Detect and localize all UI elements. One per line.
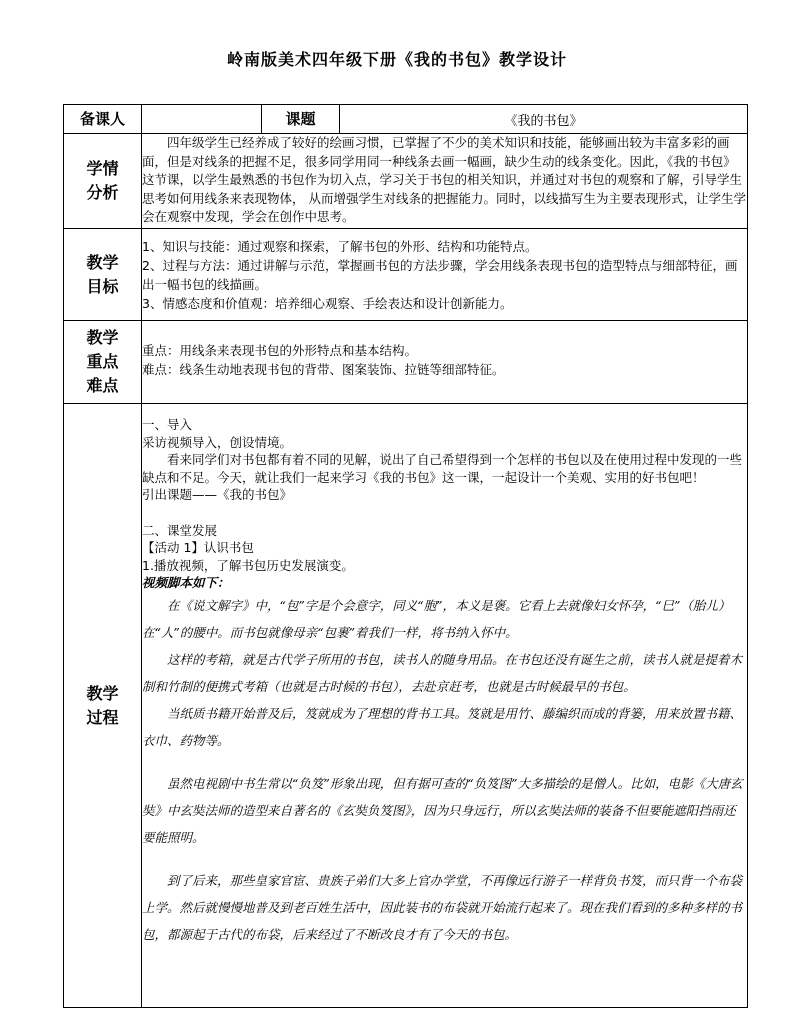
- preparer-value: [142, 105, 262, 134]
- focus-text: 重点：用线条来表现书包的外形特点和基本结构。: [142, 343, 418, 358]
- process-label: [64, 404, 142, 1008]
- script-paragraph: 在《说文解字》中，“包”字是个会意字，同义“胞”，本义是褒。它看上去就像妇女怀孕，“巳”（胎儿）在“人”的腰中。而书包就像母亲“包裹”着我们一样，将书纳入怀中。: [142, 597, 731, 640]
- key-points-label-line3: 难点: [86, 376, 119, 395]
- analysis-content: [142, 134, 748, 229]
- activity-title: 【活动 1】认识书包: [142, 540, 254, 555]
- topic-value: 《我的书包》: [340, 105, 748, 134]
- goals-label-line1: 教学: [86, 252, 119, 272]
- process-content: [142, 404, 748, 1008]
- key-points-row: [64, 321, 748, 404]
- goal-item: 1、知识与技能：通过观察和探索，了解书包的外形、结构和功能特点。: [142, 239, 538, 254]
- process-label-line1: 教学: [86, 683, 119, 703]
- header-row: [64, 105, 748, 134]
- analysis-label-line1: 学情: [86, 159, 119, 178]
- process-row: [64, 404, 748, 1008]
- section1-paragraph: 看来同学们对书包都有着不同的见解，说出了自己希望得到一个怎样的书包以及在使用过程中发现的一些缺点和不足。今天，就让我们一起来学习《我的书包》这一课，一起设计一个美观、实用的好书包吧！: [142, 452, 743, 485]
- goals-row: [64, 229, 748, 321]
- analysis-text: 四年级学生已经养成了较好的绘画习惯，已掌握了不少的美术知识和技能，能够画出较为丰富多彩的画面，但是对线条的把握不足，很多同学用同一种线条去画一幅画，缺少生动的线条变化。因此，《我的书包》这节课，以学生最熟悉的书包作为切入点，学习关于书包的相关知识，并通过对书包的观察和了解，引导学生思考如何用线条来表现物体， 从而增强学生对线条的把握能力。同时，以线描写生为主要表现形式，让学生学会在观察中发现，学会在创作中思考。: [142, 135, 746, 224]
- script-paragraph: 当纸质书籍开始普及后，笈就成为了理想的背书工具。笈就是用竹、藤编织而成的背篓，用来放置书籍、衣巾、药物等。: [142, 705, 743, 748]
- section1-title: 一、导入: [142, 417, 193, 432]
- goals-label: [64, 229, 142, 321]
- key-points-label-line2: 重点: [86, 352, 119, 371]
- analysis-label: [64, 134, 142, 229]
- analysis-row: [64, 134, 748, 229]
- section1-line1: 采访视频导入，创设情境。: [142, 434, 293, 450]
- key-points-label-line1: 教学: [86, 328, 119, 347]
- video-script: [142, 592, 747, 948]
- goals-label-line2: 目标: [86, 276, 119, 296]
- goal-item: 2、过程与方法：通过讲解与示范，掌握画书包的方法步骤，学会用线条表现书包的造型特点与细部特征，画出一幅书包的线描画。: [142, 258, 738, 292]
- analysis-label-line2: 分析: [86, 183, 119, 202]
- section1-intro: 引出课题——《我的书包》: [142, 487, 293, 502]
- process-label-line2: 过程: [86, 707, 119, 727]
- key-points-content: [142, 321, 748, 404]
- script-paragraph: 虽然电视剧中书生常以“负笈”形象出现，但有据可查的“负笈图”大多描绘的是僧人。比如，电影《大唐玄奘》中玄奘法师的造型来自著名的《玄奘负笈图》，因为只身远行，所以玄奘法师的装备不但要能遮阳挡雨还要能照明。: [142, 775, 743, 845]
- lesson-plan-table: [63, 104, 748, 1008]
- difficulty-text: 难点：线条生动地表现书包的背带、图案装饰、拉链等细部特征。: [142, 362, 505, 377]
- document-title: 岭南版美术四年级下册《我的书包》教学设计: [226, 50, 567, 69]
- goal-item: 3、情感态度和价值观：培养细心观察、手绘表达和设计创新能力。: [142, 296, 513, 311]
- key-points-label: [64, 321, 142, 404]
- script-paragraph: 到了后来，那些皇家官宦、贵族子弟们大多上官办学堂，不再像远行游子一样背负书笈，而只背一个布袋上学。然后就慢慢地普及到老百姓生活中，因此装书的布袋就开始流行起来了。现在我们看到的多种多样的书包，都源起于古代的布袋，后来经过了不断改良才有了今天的书包。: [142, 872, 743, 942]
- script-title: 视频脚本如下：: [142, 575, 230, 590]
- goals-content: [142, 229, 748, 321]
- section2-title: 二、课堂发展: [142, 522, 218, 538]
- topic-label: 课题: [262, 105, 340, 134]
- preparer-label: 备课人: [64, 105, 142, 134]
- script-paragraph: 这样的考箱，就是古代学子所用的书包，读书人的随身用品。在书包还没有诞生之前，读书人就是提着木制和竹制的便携式考箱（也就是古时候的书包），去赴京赶考，也就是古时候最早的书包。: [142, 651, 743, 694]
- activity-step: 1.播放视频，了解书包历史发展演变。: [142, 557, 354, 573]
